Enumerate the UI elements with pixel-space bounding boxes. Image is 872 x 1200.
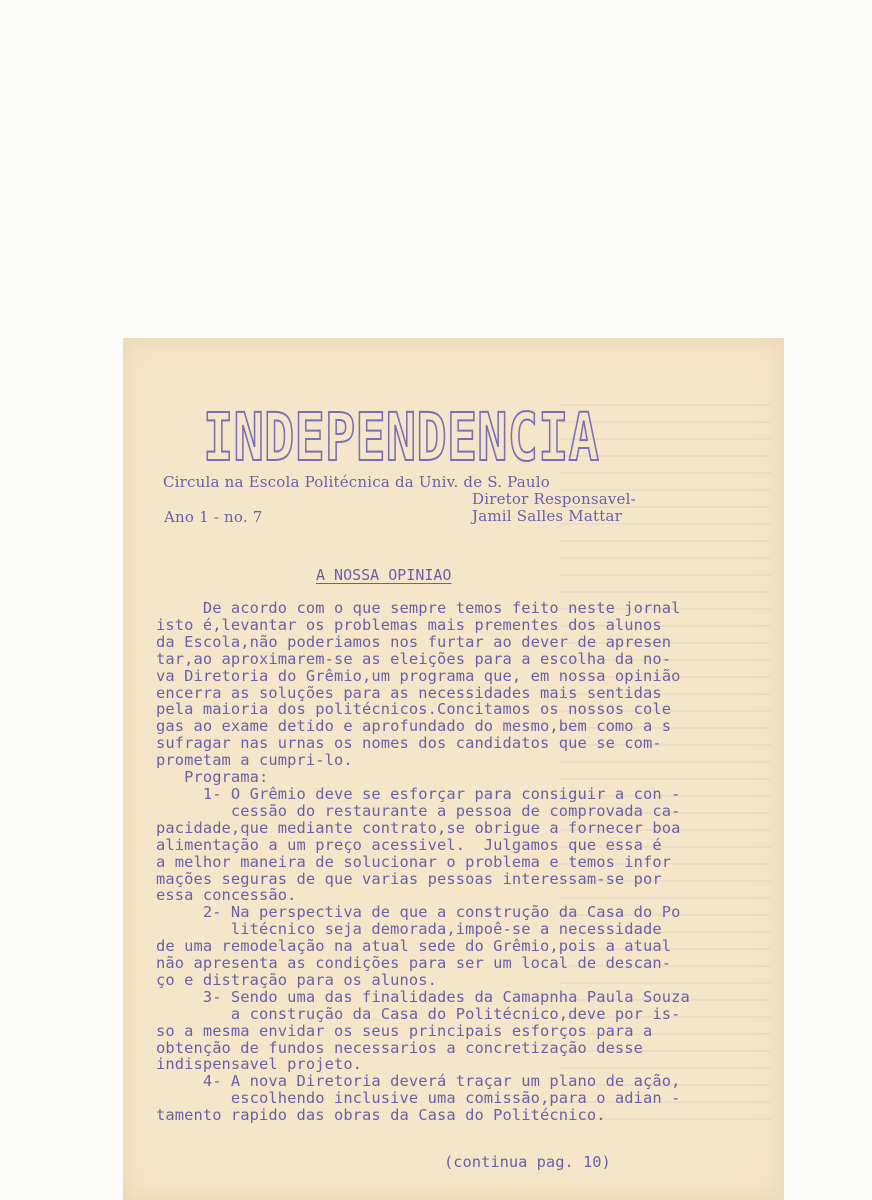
article-line: a construção da Casa do Politécnico,deve por is- xyxy=(156,1004,681,1023)
article-line: não apresenta as condições para ser um local de descan- xyxy=(156,954,672,973)
article-line: gas ao exame detido e aprofundado do mesmo,bem como a s xyxy=(156,717,672,736)
continuation-note: (continua pag. 10) xyxy=(444,1153,611,1171)
article-line: sufragar nas urnas os nomes dos candidatos que se com- xyxy=(156,734,662,753)
article-line: va Diretoria do Grêmio,um programa que, em nossa opinião xyxy=(156,666,681,685)
article-line: encerra as soluções para as necessidades mais sentidas xyxy=(156,683,662,702)
article-line: mações seguras de que varias pessoas interessam-se por xyxy=(156,869,662,888)
article-line: escolhendo inclusive uma comissão,para o adian - xyxy=(156,1089,681,1108)
masthead-title: INDEPENDENCIA xyxy=(203,399,599,476)
article-line: 1- O Grêmio deve se esforçar para consiguir a con - xyxy=(156,784,681,803)
article-line: de uma remodelação na atual sede do Grêmio,pois a atual xyxy=(156,937,672,956)
article-body xyxy=(156,600,766,1124)
article-line: Programa: xyxy=(156,768,269,787)
article-line: prometam a cumpri-lo. xyxy=(156,751,353,770)
article-line: alimentação a um preço acessivel. Julgamos que essa é xyxy=(156,835,662,854)
article-line: 4- A nova Diretoria deverá traçar um plano de ação, xyxy=(156,1072,681,1091)
director-label: Diretor Responsavel- xyxy=(472,490,636,508)
article-line: a melhor maneira de solucionar o problema e temos infor xyxy=(156,852,672,871)
article-line: so a mesma envidar os seus principais esforços para a xyxy=(156,1021,653,1040)
article-line: pacidade,que mediante contrato,se obrigue a fornecer boa xyxy=(156,818,681,837)
article-line: essa concessão. xyxy=(156,886,297,905)
article-line: obtenção de fundos necessarios a concretização desse xyxy=(156,1038,644,1057)
article-line: tamento rapido das obras da Casa do Politécnico. xyxy=(156,1106,606,1125)
article-line: 2- Na perspectiva de que a construção da Casa do Po xyxy=(156,903,681,922)
circulation-line: Circula na Escola Politécnica da Univ. de S. Paulo xyxy=(163,473,550,491)
article-line: ço e distração para os alunos. xyxy=(156,970,437,989)
article-line: isto é,levantar os problemas mais prementes dos alunos xyxy=(156,615,662,634)
director-name: Jamil Salles Mattar xyxy=(472,507,622,525)
article-line: pela maioria dos politécnicos.Concitamos os nossos cole xyxy=(156,700,672,719)
article-title: A NOSSA OPINIAO xyxy=(316,566,452,584)
masthead-logo xyxy=(201,399,601,476)
article-line: litécnico seja demorada,impoê-se a necessidade xyxy=(156,920,662,939)
article-line: De acordo com o que sempre temos feito neste jornal xyxy=(156,599,681,617)
issue-number: Ano 1 - no. 7 xyxy=(164,508,263,526)
article-line: da Escola,não poderiamos nos furtar ao dever de apresen xyxy=(156,632,672,651)
article-line: tar,ao aproximarem-se as eleições para a escolha da no- xyxy=(156,649,672,668)
article-line: cessão do restaurante a pessoa de comprovada ca- xyxy=(156,801,681,820)
article-line: 3- Sendo uma das finalidades da Camapnha Paula Souza xyxy=(156,987,690,1006)
article-line: indispensavel projeto. xyxy=(156,1055,363,1074)
